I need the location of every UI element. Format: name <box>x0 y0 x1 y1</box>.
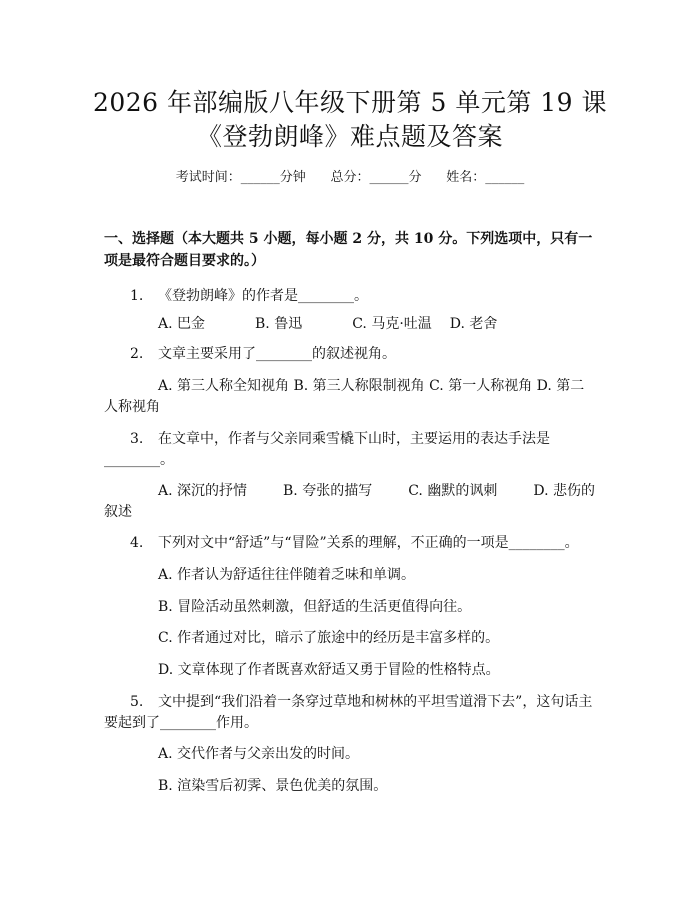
question-number: 3. <box>130 431 144 447</box>
question-2 <box>130 344 396 364</box>
option-b: B. 冒险活动虽然刺激，但舒适的生活更值得向往。 <box>158 599 472 615</box>
options-text: A. 第三人称全知视角 B. 第三人称限制视角 C. 第一人称视角 D. 第二 <box>158 378 585 394</box>
question-3-options <box>158 481 595 501</box>
option-c: C. 马克·吐温 <box>352 316 432 332</box>
option-a: A. 交代作者与父亲出发的时间。 <box>158 746 360 762</box>
question-2-options-cont <box>104 397 160 417</box>
question-stem: ________。 <box>104 452 174 468</box>
exam-title-line1: 2026 年部编版八年级下册第 5 单元第 19 课 <box>92 88 608 117</box>
question-5-stem-cont <box>104 713 258 733</box>
option-c: C. 幽默的讽刺 <box>408 483 498 499</box>
question-1-options <box>158 314 497 334</box>
option-b: B. 夸张的描写 <box>283 483 373 499</box>
question-stem: 文中提到“我们沿着一条穿过草地和树林的平坦雪道滑下去”，这句话主 <box>158 694 593 710</box>
option-a: A. 深沉的抒情 <box>158 483 248 499</box>
question-number: 5. <box>130 694 144 710</box>
question-stem: 《登勃朗峰》的作者是________。 <box>158 288 368 304</box>
question-3-options-cont <box>104 502 132 522</box>
question-stem: 在文章中，作者与父亲同乘雪橇下山时，主要运用的表达手法是 <box>158 431 550 447</box>
option-a: A. 巴金 <box>158 316 206 332</box>
question-stem: 下列对文中“舒适”与“冒险”关系的理解，不正确的一项是________。 <box>158 535 579 551</box>
question-5 <box>130 692 592 712</box>
exam-title-line2: 《登勃朗峰》难点题及答案 <box>196 122 503 151</box>
question-4-option-c <box>158 628 499 648</box>
option-c: C. 作者通过对比，暗示了旅途中的经历是丰富多样的。 <box>158 630 500 646</box>
question-4 <box>130 533 579 553</box>
option-d: D. 文章体现了作者既喜欢舒适又勇于冒险的性格特点。 <box>158 662 500 678</box>
question-number: 4. <box>130 535 144 551</box>
exam-meta: 考试时间：______分钟 总分：______分 姓名：______ <box>175 170 525 185</box>
question-5-option-b <box>158 776 387 796</box>
question-3-stem-cont <box>104 450 174 470</box>
question-3 <box>130 429 550 449</box>
section-heading: 一、选择题（本大题共 5 小题，每小题 2 分，共 10 分。下列选项中，只有一项是最符合题目要求的。） <box>104 231 593 269</box>
question-1 <box>130 286 368 306</box>
question-5-option-a <box>158 744 359 764</box>
option-b: B. 渲染雪后初霁、景色优美的氛围。 <box>158 778 388 794</box>
question-number: 2. <box>130 346 144 362</box>
question-stem: 文章主要采用了________的叙述视角。 <box>158 346 396 362</box>
options-text: 人称视角 <box>104 399 160 415</box>
option-d: D. 悲伤的 <box>533 483 595 499</box>
question-stem: 要起到了________作用。 <box>104 715 258 731</box>
question-4-option-d <box>158 660 500 680</box>
option-b: B. 鲁迅 <box>255 316 303 332</box>
option-a: A. 作者认为舒适往往伴随着乏味和单调。 <box>158 567 416 583</box>
question-4-option-a <box>158 565 415 585</box>
options-text: 叙述 <box>104 504 132 520</box>
question-2-options <box>158 376 584 396</box>
option-d: D. 老舍 <box>449 316 498 332</box>
question-number: 1. <box>130 288 144 304</box>
question-4-option-b <box>158 597 471 617</box>
